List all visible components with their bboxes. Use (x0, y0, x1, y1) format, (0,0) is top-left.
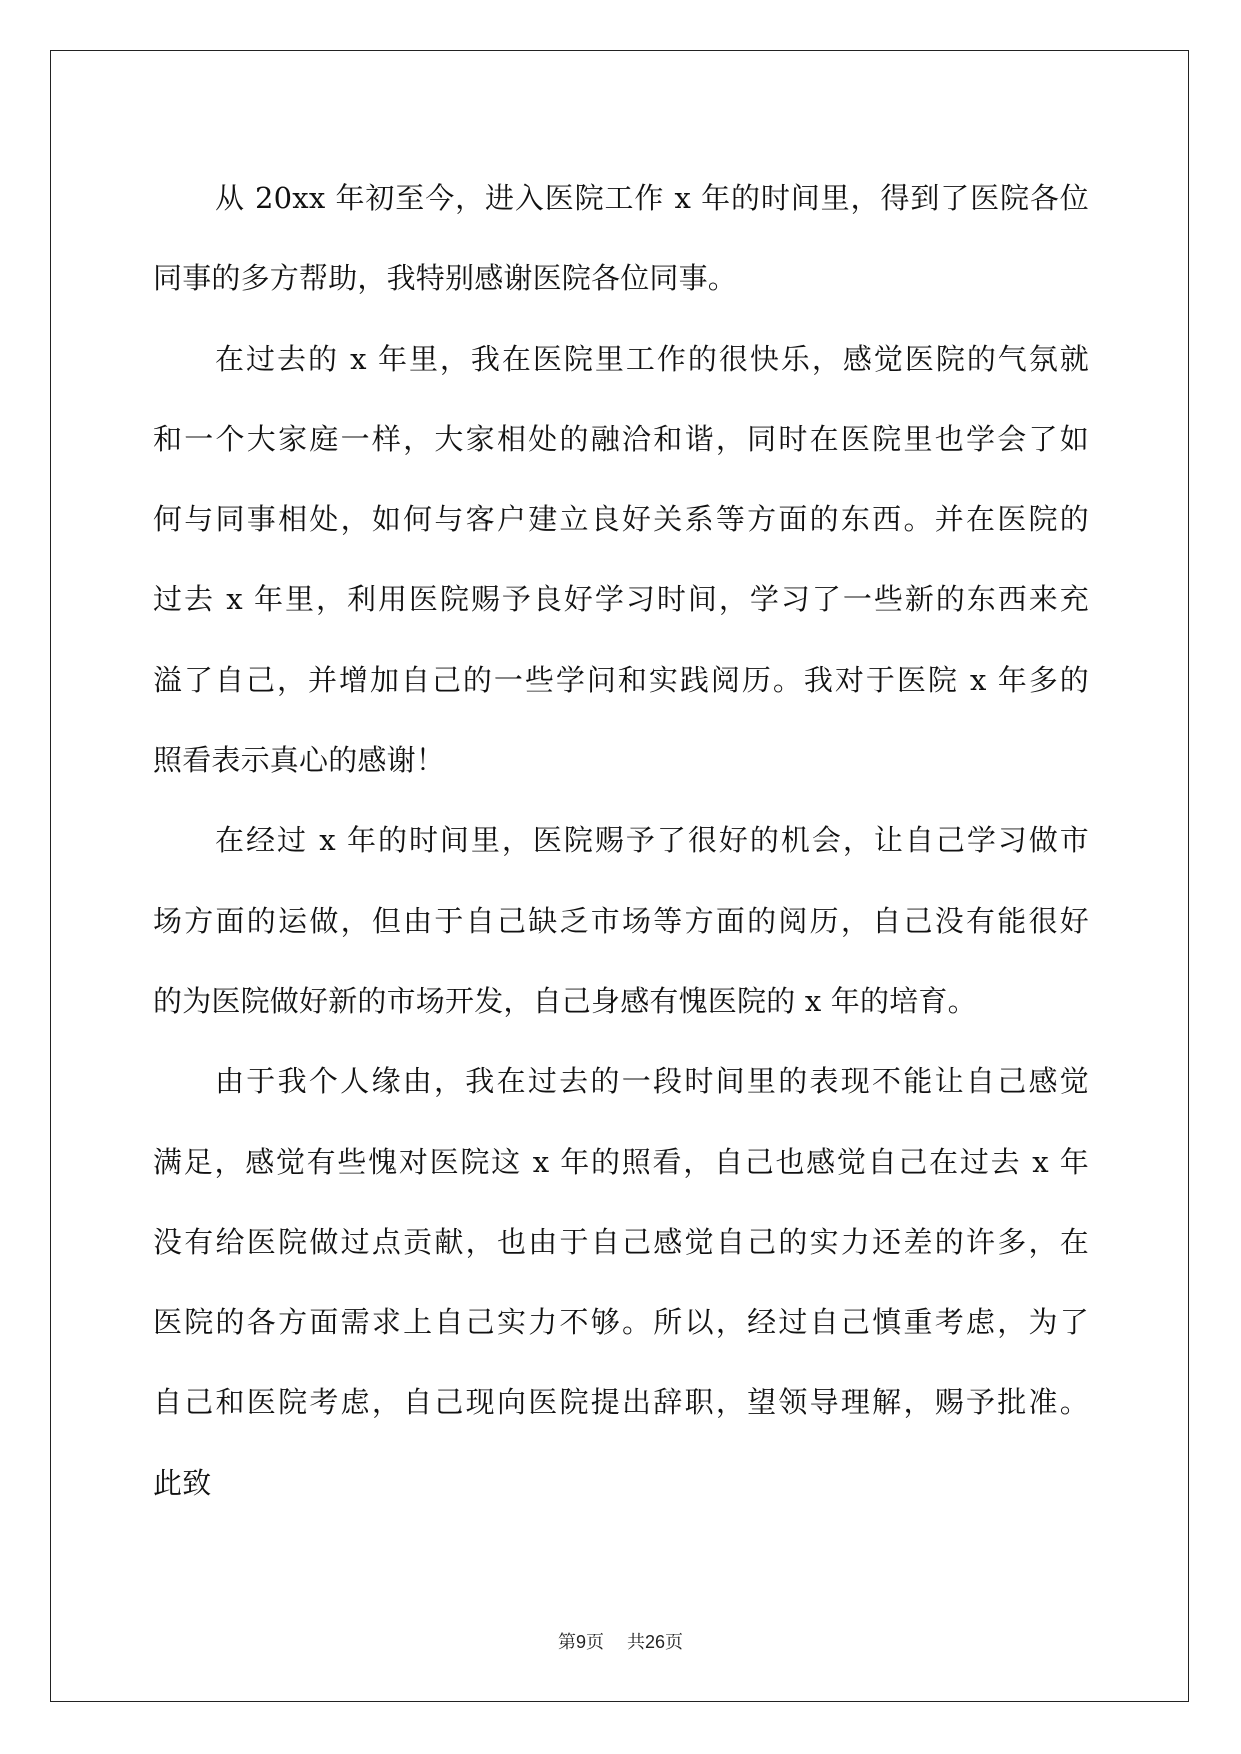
page-label-suffix: 页 (586, 1632, 605, 1652)
page-footer (0, 1628, 1241, 1654)
paragraph-1 (153, 158, 1089, 319)
text-line: 由于我个人缘由，我在过去的一段时间里的表现不能让自己感觉 (215, 1064, 1089, 1099)
text-line: 和一个大家庭一样，大家相处的融洽和谐，同时在医院里也学会了如 (153, 421, 1089, 456)
text-line: 同事的多方帮助，我特别感谢医院各位同事。 (153, 261, 738, 296)
text-line: 照看表示真心的感谢！ (153, 743, 446, 778)
total-label-prefix: 共 (626, 1632, 645, 1652)
text-line: 何与同事相处，如何与客户建立良好关系等方面的东西。并在医院的 (153, 502, 1089, 537)
text-line: 在过去的 x 年里，我在医院里工作的很快乐，感觉医院的气氛就 (215, 341, 1089, 376)
text-line: 的为医院做好新的市场开发，自己身感有愧医院的 x 年的培育。 (153, 983, 977, 1018)
text-line: 满足，感觉有些愧对医院这 x 年的照看，自己也感觉自己在过去 x 年 (153, 1144, 1089, 1179)
total-label-suffix: 页 (664, 1632, 683, 1652)
text-line: 在经过 x 年的时间里，医院赐予了很好的机会，让自己学习做市 (215, 823, 1089, 858)
closing-salutation: 此致 (153, 1465, 212, 1500)
text-line: 医院的各方面需求上自己实力不够。所以，经过自己慎重考虑，为了 (153, 1305, 1089, 1340)
paragraph-3 (153, 800, 1089, 1041)
page-label-prefix: 第 (558, 1632, 577, 1652)
text-line: 过去 x 年里，利用医院赐予良好学习时间，学习了一些新的东西来充 (153, 582, 1089, 617)
text-line: 没有给医院做过点贡献，也由于自己感觉自己的实力还差的许多，在 (153, 1224, 1089, 1259)
text-line: 从 20xx 年初至今，进入医院工作 x 年的时间里，得到了医院各位 (215, 181, 1089, 215)
text-line: 自己和医院考虑，自己现向医院提出辞职，望领导理解，赐予批准。 (153, 1385, 1089, 1420)
total-pages: 26 (644, 1632, 665, 1652)
text-line: 场方面的运做，但由于自己缺乏市场等方面的阅历，自己没有能很好 (153, 903, 1089, 938)
text-line: 溢了自己，并增加自己的一些学问和实践阅历。我对于医院 x 年多的 (153, 662, 1089, 697)
page-number: 9 (576, 1632, 587, 1652)
paragraph-4 (153, 1041, 1089, 1442)
document-body (153, 158, 1089, 1523)
paragraph-2 (153, 319, 1089, 801)
